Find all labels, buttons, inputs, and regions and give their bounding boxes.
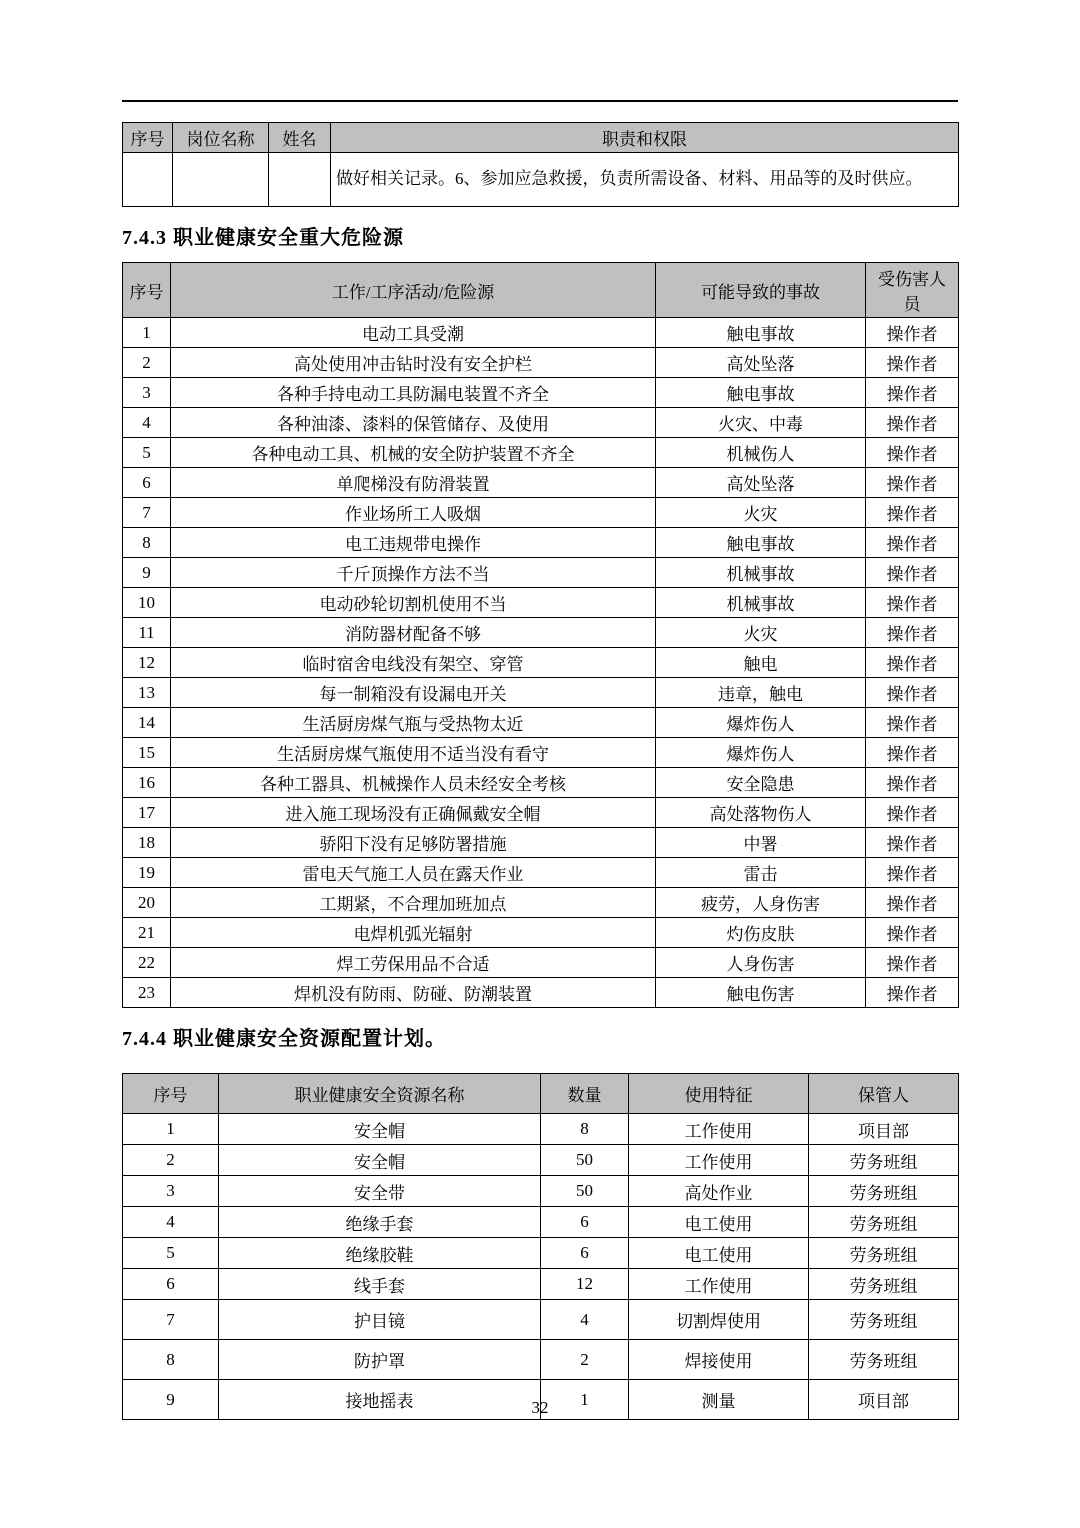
table-cell: 绝缘手套 — [219, 1207, 541, 1238]
table-cell: 9 — [123, 558, 171, 588]
table-cell: 工作使用 — [629, 1269, 809, 1300]
table-cell: 操作者 — [866, 498, 959, 528]
table-cell: 高处落物伤人 — [656, 798, 866, 828]
table-cell: 劳务班组 — [809, 1176, 959, 1207]
table-cell: 雷电天气施工人员在露天作业 — [171, 858, 656, 888]
table-cell: 14 — [123, 708, 171, 738]
table-cell: 50 — [541, 1176, 629, 1207]
table-row — [123, 768, 959, 798]
table-cell: 6 — [541, 1238, 629, 1269]
table-cell: 电动砂轮切割机使用不当 — [171, 588, 656, 618]
table-cell: 各种电动工具、机械的安全防护装置不齐全 — [171, 438, 656, 468]
table-cell: 4 — [541, 1300, 629, 1340]
table-cell: 5 — [123, 438, 171, 468]
table-row — [123, 378, 959, 408]
table-cell: 触电事故 — [656, 528, 866, 558]
resource-table-header-row — [123, 1074, 959, 1114]
document-page — [122, 0, 958, 1420]
resource-col-keeper: 保管人 — [809, 1074, 959, 1114]
table-cell: 操作者 — [866, 798, 959, 828]
table-cell: 操作者 — [866, 408, 959, 438]
table-row — [123, 1114, 959, 1145]
table-cell: 22 — [123, 948, 171, 978]
table-cell: 15 — [123, 738, 171, 768]
table-cell: 9 — [123, 1380, 219, 1420]
table-cell: 机械伤人 — [656, 438, 866, 468]
table-cell: 操作者 — [866, 348, 959, 378]
table-cell: 8 — [541, 1114, 629, 1145]
page-number: 32 — [531, 1398, 549, 1417]
table-cell: 16 — [123, 768, 171, 798]
table-cell: 触电事故 — [656, 378, 866, 408]
table-cell: 火灾 — [656, 498, 866, 528]
table-cell: 火灾、中毒 — [656, 408, 866, 438]
duty-table-header-row — [123, 123, 959, 153]
table-cell: 10 — [123, 588, 171, 618]
table-cell: 6 — [123, 468, 171, 498]
table-cell: 19 — [123, 858, 171, 888]
table-cell: 操作者 — [866, 948, 959, 978]
table-cell: 进入施工现场没有正确佩戴安全帽 — [171, 798, 656, 828]
table-cell: 操作者 — [866, 708, 959, 738]
table-cell: 劳务班组 — [809, 1238, 959, 1269]
table-cell: 电工使用 — [629, 1238, 809, 1269]
table-row — [123, 678, 959, 708]
table-cell: 1 — [123, 318, 171, 348]
table-cell: 工作使用 — [629, 1145, 809, 1176]
hazard-col-accident: 可能导致的事故 — [656, 263, 866, 318]
table-cell — [173, 153, 269, 207]
table-cell: 各种工器具、机械操作人员未经安全考核 — [171, 768, 656, 798]
table-cell: 工作使用 — [629, 1114, 809, 1145]
table-row — [123, 618, 959, 648]
table-cell: 防护罩 — [219, 1340, 541, 1380]
table-cell: 焊工劳保用品不合适 — [171, 948, 656, 978]
table-cell: 劳务班组 — [809, 1300, 959, 1340]
table-cell: 12 — [541, 1269, 629, 1300]
table-cell: 接地摇表 — [219, 1380, 541, 1420]
table-cell: 千斤顶操作方法不当 — [171, 558, 656, 588]
table-cell: 操作者 — [866, 678, 959, 708]
table-cell: 13 — [123, 678, 171, 708]
table-row — [123, 948, 959, 978]
table-row — [123, 408, 959, 438]
table-row — [123, 708, 959, 738]
table-cell: 线手套 — [219, 1269, 541, 1300]
table-cell: 高处坠落 — [656, 348, 866, 378]
resource-table — [122, 1073, 959, 1420]
table-cell: 焊接使用 — [629, 1340, 809, 1380]
table-cell: 每一制箱没有设漏电开关 — [171, 678, 656, 708]
table-cell: 各种油漆、漆料的保管储存、及使用 — [171, 408, 656, 438]
table-cell: 劳务班组 — [809, 1207, 959, 1238]
table-row — [123, 588, 959, 618]
table-cell: 焊机没有防雨、防碰、防潮装置 — [171, 978, 656, 1008]
table-cell: 操作者 — [866, 528, 959, 558]
table-cell: 爆炸伤人 — [656, 738, 866, 768]
table-cell: 8 — [123, 1340, 219, 1380]
table-cell: 人身伤害 — [656, 948, 866, 978]
table-cell: 电焊机弧光辐射 — [171, 918, 656, 948]
table-cell: 2 — [541, 1340, 629, 1380]
table-cell: 操作者 — [866, 888, 959, 918]
table-row — [123, 498, 959, 528]
table-cell: 3 — [123, 378, 171, 408]
table-cell: 作业场所工人吸烟 — [171, 498, 656, 528]
table-row — [123, 888, 959, 918]
table-cell: 爆炸伤人 — [656, 708, 866, 738]
section-heading-743: 7.4.3 职业健康安全重大危险源 — [122, 227, 404, 249]
table-cell: 劳务班组 — [809, 1340, 959, 1380]
table-cell: 做好相关记录。6、参加应急救援，负责所需设备、材料、用品等的及时供应。 — [331, 153, 959, 207]
table-cell: 绝缘胶鞋 — [219, 1238, 541, 1269]
table-row — [123, 1207, 959, 1238]
table-cell: 违章，触电 — [656, 678, 866, 708]
table-cell: 项目部 — [809, 1114, 959, 1145]
table-cell: 触电 — [656, 648, 866, 678]
table-cell: 7 — [123, 1300, 219, 1340]
table-cell: 操作者 — [866, 318, 959, 348]
table-cell: 3 — [123, 1176, 219, 1207]
table-cell: 操作者 — [866, 378, 959, 408]
table-cell: 6 — [123, 1269, 219, 1300]
table-cell: 触电事故 — [656, 318, 866, 348]
table-cell: 临时宿舍电线没有架空、穿管 — [171, 648, 656, 678]
table-cell: 2 — [123, 1145, 219, 1176]
table-row — [123, 858, 959, 888]
table-cell: 7 — [123, 498, 171, 528]
table-cell: 操作者 — [866, 588, 959, 618]
table-row — [123, 1238, 959, 1269]
table-cell: 8 — [123, 528, 171, 558]
table-cell: 1 — [123, 1114, 219, 1145]
hazard-table-body — [123, 318, 959, 1008]
resource-table-body — [123, 1114, 959, 1420]
table-cell: 灼伤皮肤 — [656, 918, 866, 948]
table-cell: 触电伤害 — [656, 978, 866, 1008]
hazard-col-activity: 工作/工序活动/危险源 — [171, 263, 656, 318]
table-cell: 4 — [123, 1207, 219, 1238]
table-cell: 操作者 — [866, 438, 959, 468]
table-cell: 操作者 — [866, 918, 959, 948]
table-cell: 操作者 — [866, 618, 959, 648]
table-cell: 1 — [541, 1380, 629, 1420]
table-cell: 操作者 — [866, 468, 959, 498]
table-cell: 安全隐患 — [656, 768, 866, 798]
table-cell: 操作者 — [866, 558, 959, 588]
header-rule — [122, 100, 958, 102]
table-cell: 工期紧，不合理加班加点 — [171, 888, 656, 918]
table-cell: 劳务班组 — [809, 1269, 959, 1300]
table-cell: 生活厨房煤气瓶使用不适当没有看守 — [171, 738, 656, 768]
table-cell: 17 — [123, 798, 171, 828]
duty-table — [122, 122, 959, 207]
table-cell: 18 — [123, 828, 171, 858]
table-cell: 操作者 — [866, 768, 959, 798]
resource-col-usage: 使用特征 — [629, 1074, 809, 1114]
duty-col-responsibility: 职责和权限 — [331, 123, 959, 153]
table-cell: 护目镜 — [219, 1300, 541, 1340]
table-cell: 骄阳下没有足够防署措施 — [171, 828, 656, 858]
table-cell: 生活厨房煤气瓶与受热物太近 — [171, 708, 656, 738]
hazard-table-header-row — [123, 263, 959, 318]
table-row — [123, 438, 959, 468]
table-row — [123, 348, 959, 378]
table-cell: 20 — [123, 888, 171, 918]
table-cell: 中署 — [656, 828, 866, 858]
table-row — [123, 318, 959, 348]
table-cell: 操作者 — [866, 978, 959, 1008]
table-cell: 消防器材配备不够 — [171, 618, 656, 648]
table-row — [123, 798, 959, 828]
hazard-col-index: 序号 — [123, 263, 171, 318]
table-cell: 机械事故 — [656, 558, 866, 588]
section-heading-744: 7.4.4 职业健康安全资源配置计划。 — [122, 1028, 446, 1050]
table-cell — [123, 153, 173, 207]
table-cell: 操作者 — [866, 828, 959, 858]
table-cell: 各种手持电动工具防漏电装置不齐全 — [171, 378, 656, 408]
table-cell: 单爬梯没有防滑装置 — [171, 468, 656, 498]
table-cell: 电动工具受潮 — [171, 318, 656, 348]
table-cell: 21 — [123, 918, 171, 948]
table-row — [123, 1300, 959, 1340]
hazard-col-victim: 受伤害人员 — [866, 263, 959, 318]
table-cell: 疲劳，人身伤害 — [656, 888, 866, 918]
table-row — [123, 828, 959, 858]
duty-col-index: 序号 — [123, 123, 173, 153]
table-cell: 火灾 — [656, 618, 866, 648]
table-cell: 5 — [123, 1238, 219, 1269]
table-cell: 高处坠落 — [656, 468, 866, 498]
table-cell: 6 — [541, 1207, 629, 1238]
table-cell: 23 — [123, 978, 171, 1008]
table-cell: 50 — [541, 1145, 629, 1176]
table-row — [123, 1269, 959, 1300]
table-row — [123, 648, 959, 678]
table-cell: 操作者 — [866, 738, 959, 768]
table-cell: 测量 — [629, 1380, 809, 1420]
table-row — [123, 153, 959, 207]
table-row — [123, 558, 959, 588]
table-cell: 电工违规带电操作 — [171, 528, 656, 558]
table-cell: 切割焊使用 — [629, 1300, 809, 1340]
table-cell: 劳务班组 — [809, 1145, 959, 1176]
table-cell: 4 — [123, 408, 171, 438]
table-cell: 电工使用 — [629, 1207, 809, 1238]
duty-col-name: 姓名 — [269, 123, 331, 153]
table-row — [123, 468, 959, 498]
table-cell: 高处作业 — [629, 1176, 809, 1207]
table-cell: 项目部 — [809, 1380, 959, 1420]
table-cell: 11 — [123, 618, 171, 648]
resource-col-quantity: 数量 — [541, 1074, 629, 1114]
table-cell: 安全帽 — [219, 1145, 541, 1176]
table-row — [123, 1340, 959, 1380]
table-cell: 2 — [123, 348, 171, 378]
table-cell: 雷击 — [656, 858, 866, 888]
table-cell: 操作者 — [866, 648, 959, 678]
table-cell: 安全带 — [219, 1176, 541, 1207]
table-row — [123, 1176, 959, 1207]
table-row — [123, 978, 959, 1008]
table-cell — [269, 153, 331, 207]
table-cell: 高处使用冲击钻时没有安全护栏 — [171, 348, 656, 378]
duty-col-post: 岗位名称 — [173, 123, 269, 153]
table-row — [123, 738, 959, 768]
hazard-table — [122, 262, 959, 1008]
table-row — [123, 528, 959, 558]
table-cell: 操作者 — [866, 858, 959, 888]
resource-col-index: 序号 — [123, 1074, 219, 1114]
resource-col-name: 职业健康安全资源名称 — [219, 1074, 541, 1114]
table-cell: 机械事故 — [656, 588, 866, 618]
table-cell: 12 — [123, 648, 171, 678]
table-row — [123, 918, 959, 948]
table-row — [123, 1145, 959, 1176]
table-cell: 安全帽 — [219, 1114, 541, 1145]
